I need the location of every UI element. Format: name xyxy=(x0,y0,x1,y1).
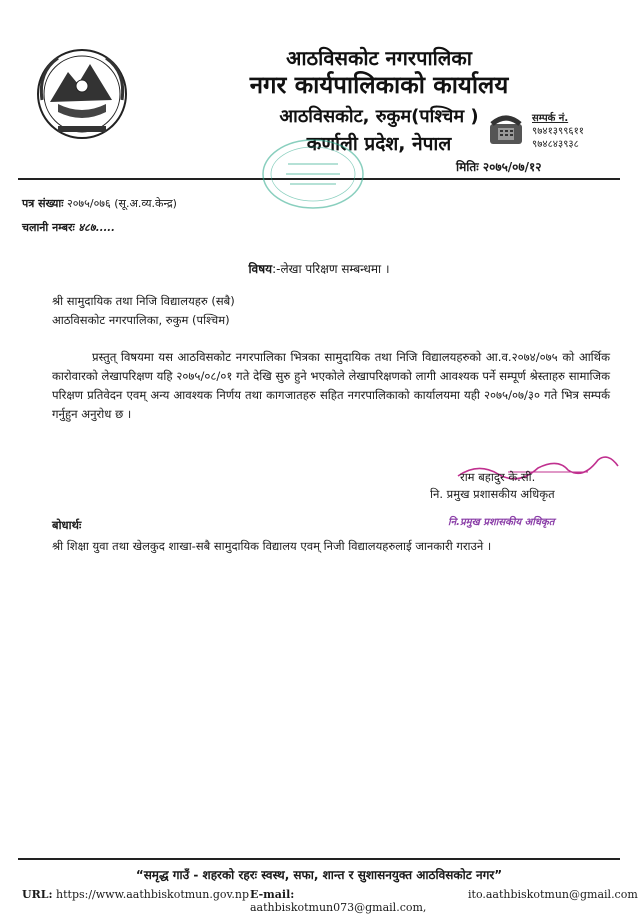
cc-label: बोधार्थः xyxy=(52,518,82,532)
subject-label: विषय xyxy=(248,262,273,276)
footer-email-2 xyxy=(468,888,638,901)
email-1[interactable]: aathbiskotmun073@gmail.com, xyxy=(250,901,427,914)
footer-motto: “समृद्ध गाउँ - शहरको रहरः स्वस्थ, सफा, शान्त र सुशासनयुक्त आठविसकोट नगर” xyxy=(135,868,503,882)
url-value[interactable]: https://www.aathbiskotmun.gov.np xyxy=(56,888,250,901)
cc-text: श्री शिक्षा युवा तथा खेलकुद शाखा-सबै सामुदायिक विद्यालय एवम् निजी विद्यालयहरुलाई जानकारी गराउने । xyxy=(52,539,492,553)
contact-block xyxy=(532,112,584,151)
email-label: E-mail: xyxy=(250,888,295,901)
body-paragraph: प्रस्तुत् विषयमा यस आठविसकोट नगरपालिका भित्रका सामुदायिक तथा निजि विद्यालयहरुको आ.व.२०७४/०७५ को आर्थिक कारोवारको लेखापरिक्षण यहि २०७५/०८/०१ गते देखि सुरु हुने भएकोले लेखापरिक्षणको लागी आवश्यक पर्ने सम्पूर्ण श्रेस्ताहरु सामाजिक परिक्षण प्रतिवेदन एवम् अन्य आवश्यक निर्णय तथा कागजातहरु सहित नगरपालिकाको कार्यालयमा यही २०७५/०७/३० गते भित्र सम्पर्क गर्नुहुन अनुरोध छ । xyxy=(52,350,610,421)
telephone-icon xyxy=(488,112,524,146)
office-name: नगर कार्यपालिकाको कार्यालय xyxy=(249,71,509,99)
footer-divider xyxy=(18,858,620,860)
signatory-name: राम बहादुर के.सी. xyxy=(460,470,536,484)
dispatch-number-value: ४८७..... xyxy=(78,221,115,234)
date-label: मितिः xyxy=(456,160,479,174)
recipient-line-2: आठविसकोट नगरपालिका, रुकुम (पश्चिम) xyxy=(52,313,230,327)
footer-email xyxy=(250,888,470,914)
url-label: URL: xyxy=(22,888,53,901)
signatory-title: नि. प्रमुख प्रशासकीय अधिकृत xyxy=(430,487,555,501)
letter-number-value: २०७५/०७६ (सू.अ.व्य.केन्द्र) xyxy=(66,197,177,210)
dispatch-number-line xyxy=(22,220,115,235)
dispatch-number-label: चलानी नम्बरः xyxy=(22,221,75,234)
phone-number-2: ९७४८४३९३८ xyxy=(532,139,579,150)
subject-line xyxy=(0,260,638,277)
office-stamp xyxy=(258,136,368,212)
subject-text: :-लेखा परिक्षण सम्बन्धमा । xyxy=(272,262,390,276)
letter-number-label: पत्र संख्याः xyxy=(22,197,64,210)
municipality-name: आठविसकोट नगरपालिका xyxy=(286,46,472,70)
contact-label: सम्पर्क नं. xyxy=(532,113,569,124)
date-value: २०७५/०७/१२ xyxy=(482,160,542,174)
recipient-line-1: श्री सामुदायिक तथा निजि विद्यालयहरु (सबै) xyxy=(52,294,235,308)
office-location: आठविसकोट, रुकुम(पश्चिम ) xyxy=(279,106,479,127)
signatory-stamp: नि.प्रमुख प्रशासकीय अधिकृत xyxy=(448,517,555,528)
province-name: कर्णाली प्रदेश, नेपाल xyxy=(306,133,452,155)
letter-number-line xyxy=(22,196,177,211)
phone-number-1: ९७४१३९९६११ xyxy=(532,126,584,137)
email-2[interactable]: ito.aathbiskotmun@gmail.com xyxy=(468,888,638,901)
date-line xyxy=(456,158,542,175)
